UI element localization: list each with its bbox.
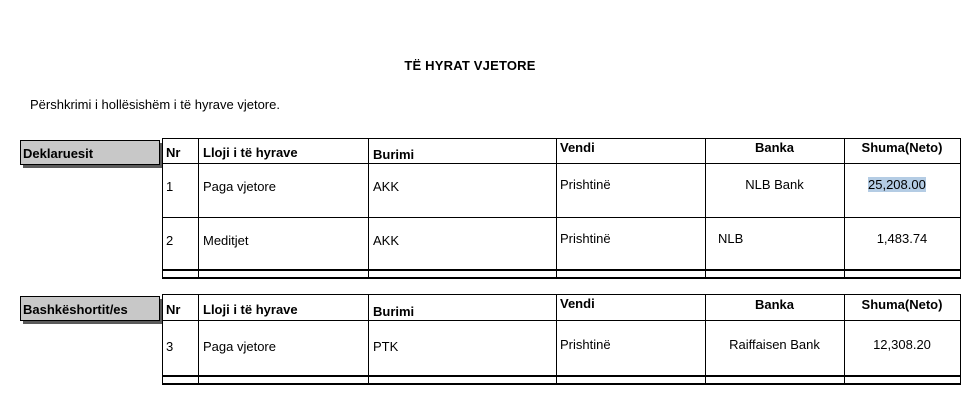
cell-nr: 2 xyxy=(166,233,174,248)
col-header-nr: Nr xyxy=(166,145,181,160)
cell-bank: NLB xyxy=(718,231,744,246)
col-header-nr: Nr xyxy=(166,302,181,317)
cell-amount: 1,483.74 xyxy=(876,231,928,246)
cell-nr: 1 xyxy=(166,179,174,194)
document-subtitle: Përshkrimi i hollësishëm i të hyrave vjetore. xyxy=(30,97,280,112)
col-header-amount: Shuma(Neto) xyxy=(861,140,943,155)
col-header-source: Burimi xyxy=(373,147,415,162)
cell-bank: Raiffaisen Bank xyxy=(729,337,820,352)
cell-country: Prishtinë xyxy=(560,337,611,352)
col-header-type: Lloji i të hyrave xyxy=(203,145,298,160)
col-header-country: Vendi xyxy=(560,296,595,311)
cell-amount[interactable]: 25,208.00 xyxy=(868,177,926,192)
col-header-bank: Banka xyxy=(754,140,795,155)
col-header-type: Lloji i të hyrave xyxy=(203,302,298,317)
cell-country: Prishtinë xyxy=(560,177,611,192)
col-header-source: Burimi xyxy=(373,304,415,319)
section-label-spouse: Bashkëshortit/es xyxy=(20,296,160,321)
cell-nr: 3 xyxy=(166,339,174,354)
cell-amount: 12,308.20 xyxy=(873,337,931,352)
document-title: TË HYRAT VJETORE xyxy=(404,58,536,73)
col-header-bank: Banka xyxy=(754,297,795,312)
cell-type: Paga vjetore xyxy=(203,179,276,194)
cell-source: PTK xyxy=(373,339,399,354)
cell-bank: NLB Bank xyxy=(745,177,804,192)
cell-source: AKK xyxy=(373,233,400,248)
cell-source: AKK xyxy=(373,179,400,194)
cell-type: Meditjet xyxy=(203,233,249,248)
income-table-spouse xyxy=(162,294,961,385)
cell-type: Paga vjetore xyxy=(203,339,276,354)
col-header-amount: Shuma(Neto) xyxy=(861,297,943,312)
section-label-declarant: Deklaruesit xyxy=(20,140,160,165)
col-header-country: Vendi xyxy=(560,140,595,155)
cell-country: Prishtinë xyxy=(560,231,611,246)
income-table-declarant xyxy=(162,138,961,279)
